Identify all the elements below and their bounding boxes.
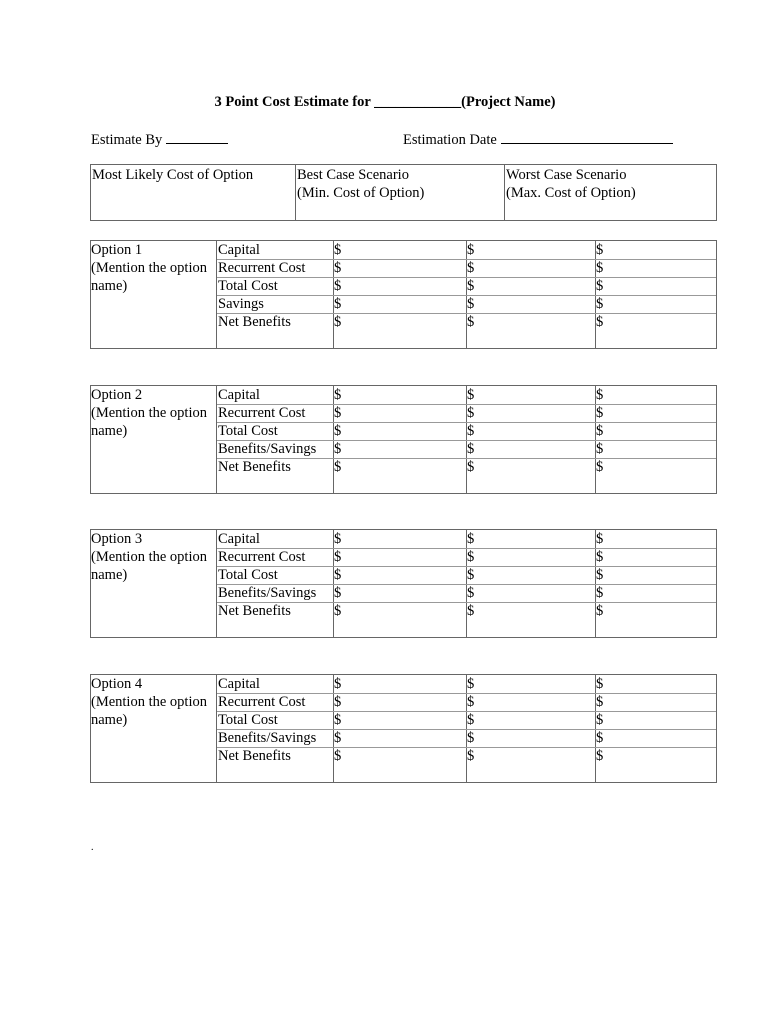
amount-cell[interactable]: $: [596, 585, 604, 601]
amount-cell[interactable]: $: [334, 549, 342, 565]
row-label: Recurrent Cost: [218, 405, 306, 421]
row-label: Net Benefits: [218, 314, 291, 330]
table-row: [217, 404, 716, 423]
amount-cell[interactable]: $: [334, 603, 342, 619]
amount-cell[interactable]: $: [596, 694, 604, 710]
amount-cell[interactable]: $: [596, 423, 604, 439]
row-label: Total Cost: [218, 712, 278, 728]
table-row: [217, 440, 716, 459]
amount-cell[interactable]: $: [334, 730, 342, 746]
row-label: Capital: [218, 531, 260, 547]
table-row: [217, 277, 716, 296]
table-row: [217, 422, 716, 441]
amount-cell[interactable]: $: [467, 748, 475, 764]
estimation-date-blank: [501, 130, 673, 144]
option-table: [90, 240, 717, 349]
row-label: Capital: [218, 676, 260, 692]
row-label: Net Benefits: [218, 603, 291, 619]
header-most-likely: [91, 165, 295, 220]
header-worst-case-sub: (Max. Cost of Option): [506, 185, 636, 201]
estimate-by-blank: [166, 130, 228, 144]
option-name: [91, 241, 216, 295]
amount-cell[interactable]: $: [467, 694, 475, 710]
option-name-line3: name): [91, 567, 128, 583]
amount-cell[interactable]: $: [596, 748, 604, 764]
option-name-line2: (Mention the option: [91, 694, 207, 710]
amount-cell[interactable]: $: [467, 242, 475, 258]
table-row: [217, 386, 716, 405]
amount-cell[interactable]: $: [596, 531, 604, 547]
amount-cell[interactable]: $: [596, 441, 604, 457]
header-worst-case: [504, 165, 718, 220]
option-name-line1: Option 3: [91, 531, 143, 547]
header-worst-case-label: Worst Case Scenario: [506, 167, 627, 183]
amount-cell[interactable]: $: [334, 314, 342, 330]
row-label: Recurrent Cost: [218, 260, 306, 276]
option-cost-grid: [216, 241, 716, 348]
amount-cell[interactable]: $: [596, 567, 604, 583]
row-label: Total Cost: [218, 423, 278, 439]
amount-cell[interactable]: $: [334, 585, 342, 601]
option-name-line1: Option 1: [91, 242, 143, 258]
estimation-date-label: Estimation Date: [403, 132, 497, 148]
amount-cell[interactable]: $: [334, 712, 342, 728]
amount-cell[interactable]: $: [334, 423, 342, 439]
table-row: [217, 313, 716, 331]
option-name: [91, 530, 216, 584]
amount-cell[interactable]: $: [467, 260, 475, 276]
option-cost-grid: [216, 675, 716, 782]
option-name-line3: name): [91, 712, 128, 728]
table-row: [217, 711, 716, 730]
amount-cell[interactable]: $: [334, 694, 342, 710]
amount-cell[interactable]: $: [596, 260, 604, 276]
option-table: [90, 674, 717, 783]
amount-cell[interactable]: $: [334, 405, 342, 421]
amount-cell[interactable]: $: [467, 314, 475, 330]
amount-cell[interactable]: $: [334, 531, 342, 547]
amount-cell[interactable]: $: [334, 278, 342, 294]
header-best-case-label: Best Case Scenario: [297, 167, 409, 183]
option-name-line3: name): [91, 278, 128, 294]
amount-cell[interactable]: $: [596, 296, 604, 312]
amount-cell[interactable]: $: [334, 676, 342, 692]
amount-cell[interactable]: $: [596, 730, 604, 746]
amount-cell[interactable]: $: [596, 242, 604, 258]
amount-cell[interactable]: $: [467, 405, 475, 421]
amount-cell[interactable]: $: [596, 676, 604, 692]
table-row: [217, 584, 716, 603]
amount-cell[interactable]: $: [467, 730, 475, 746]
amount-cell[interactable]: $: [596, 405, 604, 421]
option-name-line2: (Mention the option: [91, 405, 207, 421]
row-label: Net Benefits: [218, 459, 291, 475]
row-label: Benefits/Savings: [218, 585, 317, 601]
table-row: [217, 566, 716, 585]
amount-cell[interactable]: $: [334, 441, 342, 457]
table-row: [217, 458, 716, 476]
estimate-by: [91, 130, 228, 149]
estimation-date: [403, 130, 673, 149]
option-name: [91, 386, 216, 440]
header-best-case-sub: (Min. Cost of Option): [297, 185, 425, 201]
option-table: [90, 385, 717, 494]
amount-cell[interactable]: $: [467, 296, 475, 312]
option-name-line3: name): [91, 423, 128, 439]
table-row: [217, 548, 716, 567]
amount-cell[interactable]: $: [334, 260, 342, 276]
table-row: [217, 747, 716, 765]
amount-cell[interactable]: $: [467, 549, 475, 565]
table-row: [217, 530, 716, 549]
amount-cell[interactable]: $: [467, 712, 475, 728]
table-row: [217, 259, 716, 278]
row-label: Capital: [218, 242, 260, 258]
footer-mark: .: [91, 842, 94, 853]
amount-cell[interactable]: $: [467, 676, 475, 692]
table-row: [217, 693, 716, 712]
amount-cell[interactable]: $: [467, 567, 475, 583]
amount-cell[interactable]: $: [596, 459, 604, 475]
option-name-line2: (Mention the option: [91, 260, 207, 276]
amount-cell[interactable]: $: [467, 585, 475, 601]
amount-cell[interactable]: $: [467, 459, 475, 475]
amount-cell[interactable]: $: [334, 567, 342, 583]
row-label: Total Cost: [218, 278, 278, 294]
amount-cell[interactable]: $: [467, 387, 475, 403]
table-row: [217, 675, 716, 694]
header-best-case: [295, 165, 504, 220]
row-label: Total Cost: [218, 567, 278, 583]
amount-cell[interactable]: $: [467, 441, 475, 457]
option-cost-grid: [216, 386, 716, 493]
row-label: Recurrent Cost: [218, 549, 306, 565]
option-table: [90, 529, 717, 638]
amount-cell[interactable]: $: [467, 531, 475, 547]
amount-cell[interactable]: $: [467, 603, 475, 619]
row-label: Capital: [218, 387, 260, 403]
amount-cell[interactable]: $: [596, 549, 604, 565]
option-name: [91, 675, 216, 729]
amount-cell[interactable]: $: [334, 296, 342, 312]
option-cost-grid: [216, 530, 716, 637]
header-most-likely-label: Most Likely Cost of Option: [92, 167, 254, 183]
amount-cell[interactable]: $: [334, 387, 342, 403]
table-row: [217, 729, 716, 748]
amount-cell[interactable]: $: [334, 748, 342, 764]
amount-cell[interactable]: $: [467, 278, 475, 294]
amount-cell[interactable]: $: [596, 603, 604, 619]
table-row: [217, 295, 716, 314]
table-row: [217, 602, 716, 620]
amount-cell[interactable]: $: [596, 314, 604, 330]
amount-cell[interactable]: $: [334, 459, 342, 475]
amount-cell[interactable]: $: [596, 278, 604, 294]
option-name-line1: Option 4: [91, 676, 143, 692]
scenario-header-table: [90, 164, 717, 221]
table-row: [217, 241, 716, 260]
option-name-line1: Option 2: [91, 387, 143, 403]
amount-cell[interactable]: $: [596, 712, 604, 728]
document-title: 3 Point Cost Estimate for ____________(Project Name): [214, 94, 556, 110]
amount-cell[interactable]: $: [596, 387, 604, 403]
estimate-by-label: Estimate By: [91, 132, 163, 148]
amount-cell[interactable]: $: [467, 423, 475, 439]
row-label: Savings: [218, 296, 264, 312]
row-label: Recurrent Cost: [218, 694, 306, 710]
row-label: Benefits/Savings: [218, 441, 317, 457]
row-label: Benefits/Savings: [218, 730, 317, 746]
option-name-line2: (Mention the option: [91, 549, 207, 565]
amount-cell[interactable]: $: [334, 242, 342, 258]
row-label: Net Benefits: [218, 748, 291, 764]
